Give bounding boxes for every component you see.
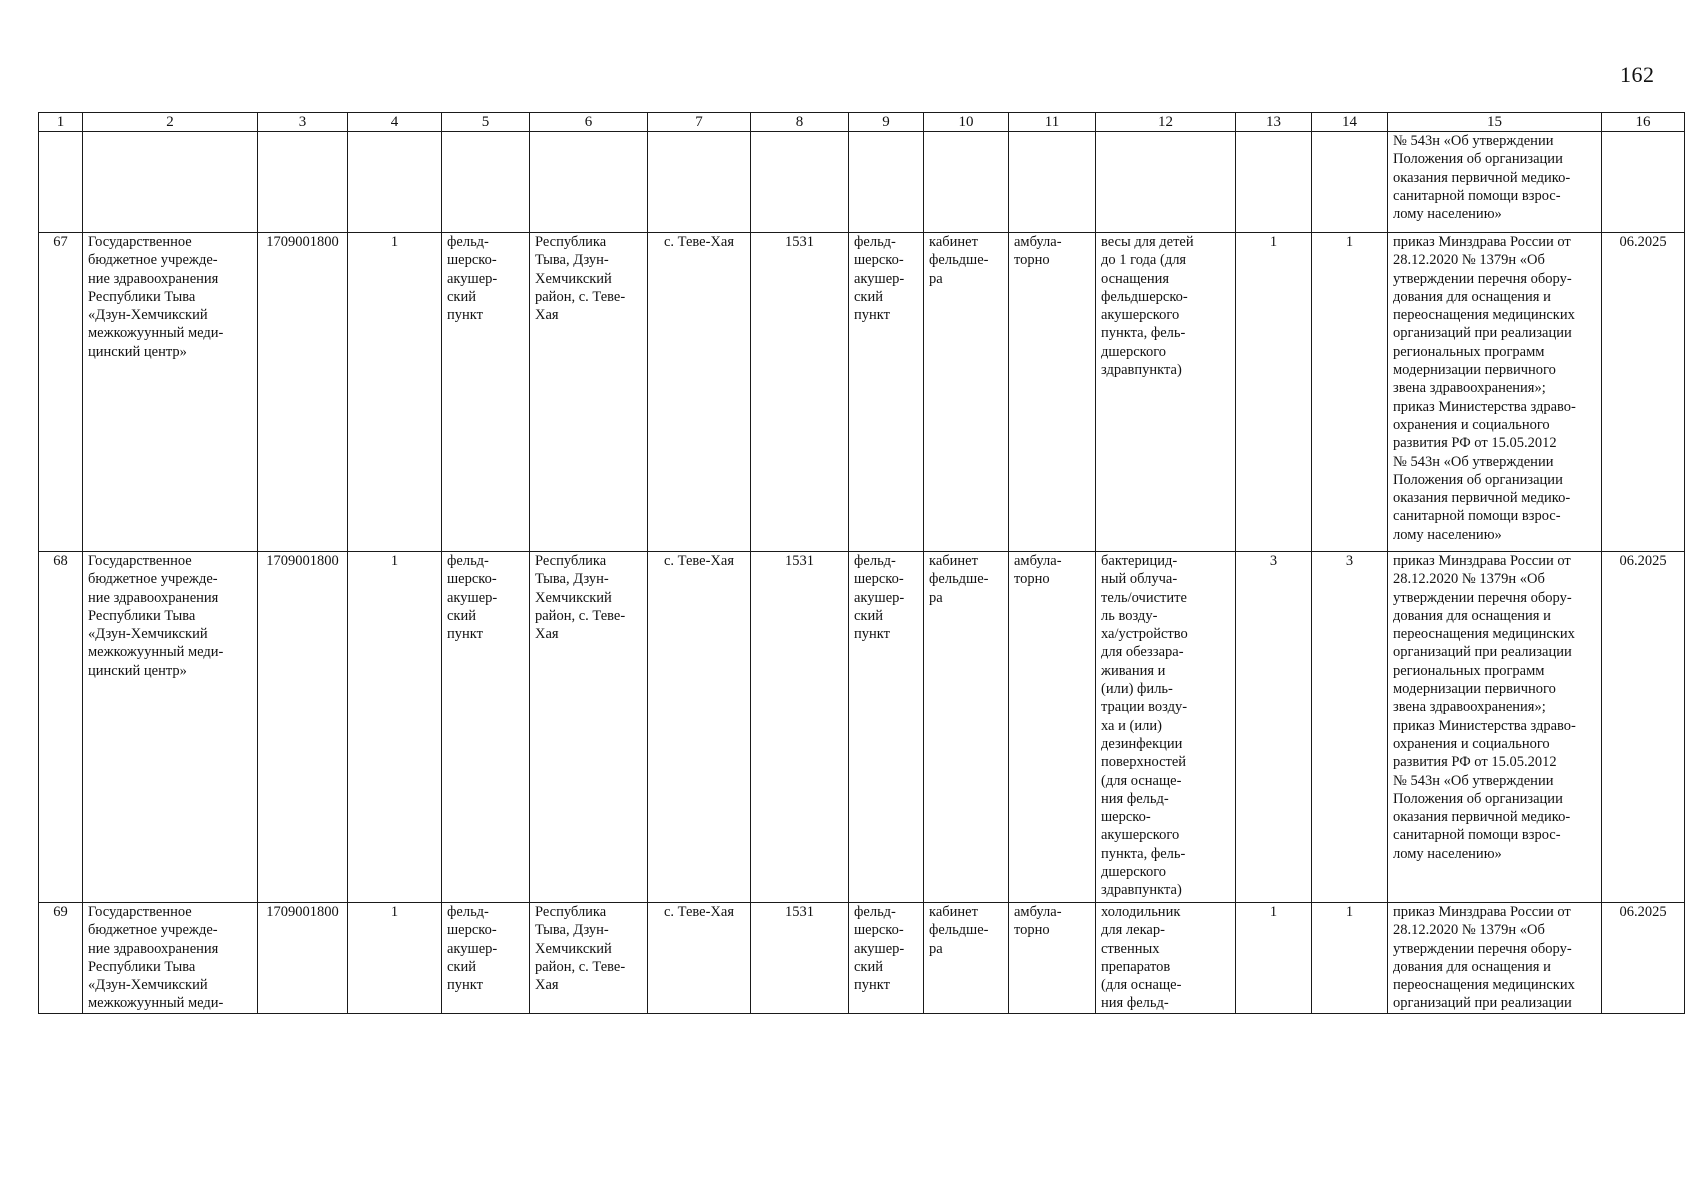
column-header: 3 <box>258 113 348 132</box>
row-number: 68 <box>39 552 83 903</box>
date-cell: 06.2025 <box>1602 233 1685 552</box>
equipment-cell: холодильник для лекар- ственных препаратов (для оснаще- ния фельд- <box>1096 903 1236 1014</box>
unit-cell: фельд- шерско- акушер- ский пункт <box>849 233 924 552</box>
count-cell: 1 <box>1312 233 1388 552</box>
care-type-cell: амбула- торно <box>1009 552 1096 903</box>
facility-type-cell: фельд- шерско- акушер- ский пункт <box>442 903 530 1014</box>
code-cell: 1709001800 <box>258 552 348 903</box>
column-header: 9 <box>849 113 924 132</box>
count-cell: 3 <box>1236 552 1312 903</box>
header-row <box>39 113 1685 132</box>
continuation-row <box>39 132 1685 233</box>
population-cell: 1531 <box>751 233 849 552</box>
column-header: 4 <box>348 113 442 132</box>
unit-cell: фельд- шерско- акушер- ский пункт <box>849 903 924 1014</box>
count-cell: 1 <box>1236 903 1312 1014</box>
basis-cell: приказ Минздрава России от 28.12.2020 № 1379н «Об утверждении перечня обору- дования для оснащения и переоснащения медицинских организаций при реализации региональных программ модернизации первичного звена здравоохранения»; приказ Министерства здраво- охранения и социального развития РФ от 15.05.2012 № 543н «Об утверждении Положения об организации оказания первичной медико- санитарной помощи взрос- лому населению» <box>1388 552 1602 903</box>
population-cell: 1531 <box>751 552 849 903</box>
quantity-cell: 1 <box>348 233 442 552</box>
population-cell: 1531 <box>751 903 849 1014</box>
organization-cell: Государственное бюджетное учрежде- ние здравоохранения Республики Тыва «Дзун-Хемчикский межкожуунный меди- цинский центр» <box>83 552 258 903</box>
column-header: 13 <box>1236 113 1312 132</box>
date-cell: 06.2025 <box>1602 903 1685 1014</box>
organization-cell: Государственное бюджетное учрежде- ние здравоохранения Республики Тыва «Дзун-Хемчикский межкожуунный меди- <box>83 903 258 1014</box>
column-header: 6 <box>530 113 648 132</box>
settlement-cell: с. Теве-Хая <box>648 903 751 1014</box>
column-header: 5 <box>442 113 530 132</box>
room-cell: кабинет фельдше- ра <box>924 233 1009 552</box>
column-header: 8 <box>751 113 849 132</box>
column-header: 15 <box>1388 113 1602 132</box>
care-type-cell: амбула- торно <box>1009 233 1096 552</box>
quantity-cell: 1 <box>348 903 442 1014</box>
row-number: 69 <box>39 903 83 1014</box>
column-header: 16 <box>1602 113 1685 132</box>
room-cell: кабинет фельдше- ра <box>924 903 1009 1014</box>
column-header: 11 <box>1009 113 1096 132</box>
organization-cell: Государственное бюджетное учрежде- ние здравоохранения Республики Тыва «Дзун-Хемчикский межкожуунный меди- цинский центр» <box>83 233 258 552</box>
table-row <box>39 552 1685 903</box>
count-cell: 3 <box>1312 552 1388 903</box>
row-number: 67 <box>39 233 83 552</box>
column-header: 2 <box>83 113 258 132</box>
count-cell: 1 <box>1312 903 1388 1014</box>
address-cell: Республика Тыва, Дзун- Хемчикский район, с. Теве- Хая <box>530 552 648 903</box>
address-cell: Республика Тыва, Дзун- Хемчикский район, с. Теве- Хая <box>530 903 648 1014</box>
equipment-table <box>38 112 1685 1014</box>
column-header: 7 <box>648 113 751 132</box>
basis-cell: приказ Минздрава России от 28.12.2020 № 1379н «Об утверждении перечня обору- дования для оснащения и переоснащения медицинских организаций при реализации <box>1388 903 1602 1014</box>
column-header: 14 <box>1312 113 1388 132</box>
column-header: 1 <box>39 113 83 132</box>
address-cell: Республика Тыва, Дзун- Хемчикский район, с. Теве- Хая <box>530 233 648 552</box>
room-cell: кабинет фельдше- ра <box>924 552 1009 903</box>
table-row <box>39 903 1685 1014</box>
quantity-cell: 1 <box>348 552 442 903</box>
code-cell: 1709001800 <box>258 903 348 1014</box>
care-type-cell: амбула- торно <box>1009 903 1096 1014</box>
table-row <box>39 233 1685 552</box>
facility-type-cell: фельд- шерско- акушер- ский пункт <box>442 233 530 552</box>
column-header: 10 <box>924 113 1009 132</box>
unit-cell: фельд- шерско- акушер- ский пункт <box>849 552 924 903</box>
equipment-cell: бактерицид- ный облуча- тель/очистите ль возду- ха/устройство для обеззара- живания и (или) филь- трации возду- ха и (или) дезинфекции поверхностей (для оснаще- ния фельд- шерско- акушерского пункта, фель- дшерского здравпункта) <box>1096 552 1236 903</box>
page-number: 162 <box>1620 62 1655 87</box>
column-header: 12 <box>1096 113 1236 132</box>
count-cell: 1 <box>1236 233 1312 552</box>
facility-type-cell: фельд- шерско- акушер- ский пункт <box>442 552 530 903</box>
date-cell: 06.2025 <box>1602 552 1685 903</box>
settlement-cell: с. Теве-Хая <box>648 233 751 552</box>
basis-cell: № 543н «Об утверждении Положения об организации оказания первичной медико- санитарной помощи взрос- лому населению» <box>1388 132 1602 233</box>
code-cell: 1709001800 <box>258 233 348 552</box>
basis-cell: приказ Минздрава России от 28.12.2020 № 1379н «Об утверждении перечня обору- дования для оснащения и переоснащения медицинских организаций при реализации региональных программ модернизации первичного звена здравоохранения»; приказ Министерства здраво- охранения и социального развития РФ от 15.05.2012 № 543н «Об утверждении Положения об организации оказания первичной медико- санитарной помощи взрос- лому населению» <box>1388 233 1602 552</box>
settlement-cell: с. Теве-Хая <box>648 552 751 903</box>
equipment-cell: весы для детей до 1 года (для оснащения фельдшерско- акушерского пункта, фель- дшерского здравпункта) <box>1096 233 1236 552</box>
